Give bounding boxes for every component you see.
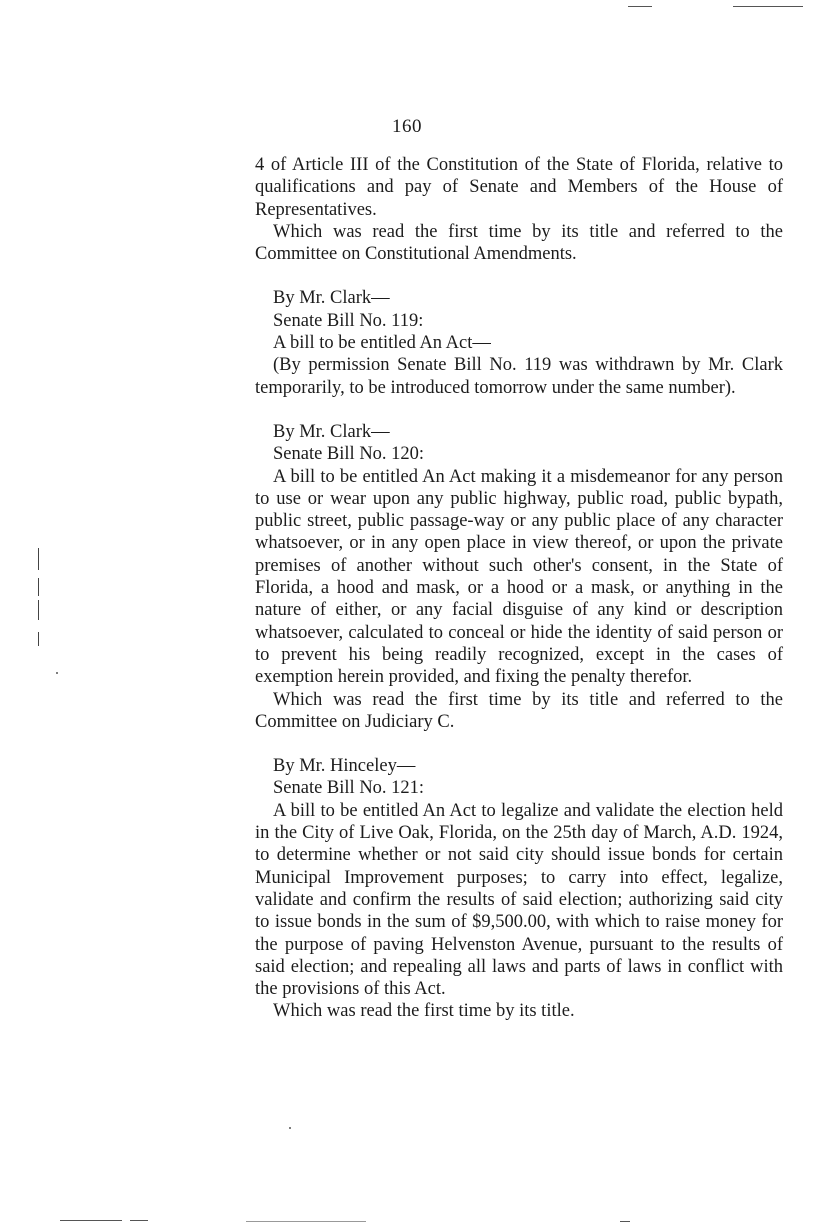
margin-dot (56, 672, 58, 674)
referral-paragraph: Which was read the first time by its title. (273, 1001, 575, 1022)
margin-dot (289, 1127, 291, 1129)
section-senate-bill-120 (255, 421, 783, 733)
section-senate-bill-121 (255, 755, 783, 1023)
margin-mark (38, 600, 39, 620)
bill-number: Senate Bill No. 121: (273, 778, 425, 799)
body-text (255, 154, 783, 1023)
bill-title: A bill to be entitled An Act— (273, 333, 491, 354)
bill-number: Senate Bill No. 119: (273, 310, 424, 331)
bottom-rule-left (60, 1220, 122, 1221)
section-gap (255, 733, 783, 755)
bill-title: A bill to be entitled An Act making it a misdemeanor for any person to use or wear upon any public highway, public road, public bypath, public street, public passage-way or any public place of any character whatsoever, or in any open place in view thereof, or upon the private premises of another without such other's consent, in the State of Florida, a hood and mask, or a hood or a mask, or anything in the nature of either, or any facial disguise of any kind or description whatsoever, calculated to conceal or hide the identity of said person or to prevent his being readily recognized, except in the cases of exemption herein provided, and fixing the penalty therefor. (255, 466, 783, 688)
introducer: By Mr. Hinceley— (273, 756, 416, 777)
referral-paragraph: Which was read the first time by its title and referred to the Committee on Judiciary C. (255, 689, 783, 732)
continuation-paragraph: 4 of Article III of the Constitution of the State of Florida, relative to qualifications and pay of Senate and Members of the House of Representatives. (255, 155, 783, 220)
margin-mark (38, 548, 39, 570)
withdrawal-note: (By permission Senate Bill No. 119 was withdrawn by Mr. Clark temporarily, to be introduced tomorrow under the same number). (255, 355, 783, 398)
section-gap (255, 265, 783, 287)
bottom-rule-right (620, 1221, 630, 1222)
margin-mark (38, 578, 39, 596)
top-rule-right (733, 6, 803, 7)
bottom-rule-short (130, 1220, 148, 1221)
page-number: 160 (392, 116, 422, 137)
introducer: By Mr. Clark— (273, 421, 390, 442)
referral-paragraph: Which was read the first time by its title and referred to the Committee on Constitutional Amendments. (255, 221, 783, 265)
section-gap (255, 399, 783, 421)
bill-number: Senate Bill No. 120: (273, 444, 425, 465)
bottom-rule-mid (246, 1221, 366, 1222)
margin-mark (38, 632, 39, 646)
top-rule-left (628, 6, 652, 7)
section-senate-bill-119 (255, 287, 783, 398)
introducer: By Mr. Clark— (273, 288, 390, 309)
bill-title: A bill to be entitled An Act to legalize and validate the election held in the City of Live Oak, Florida, on the 25th day of March, A.D. 1924, to determine whether or not said city should issue bonds for certain Municipal Improvement purposes; to carry into effect, legalize, validate and confirm the results of said election; authorizing said city to issue bonds in the sum of $9,500.00, with which to raise money for the purpose of paving Helvenston Avenue, pursuant to the results of said election; and repealing all laws and parts of laws in conflict with the provisions of this Act. (255, 800, 783, 1000)
section-amendment (255, 154, 783, 265)
